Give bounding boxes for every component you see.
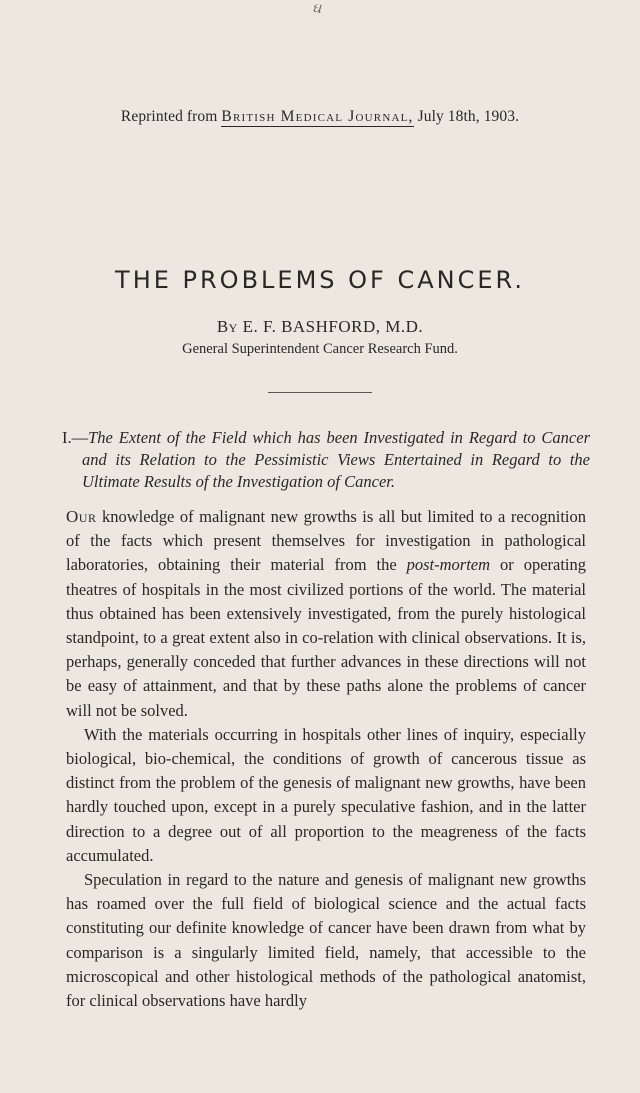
section-number: I.—: [62, 428, 89, 447]
divider-rule: [268, 392, 372, 393]
author-affiliation: General Superintendent Cancer Research Fund.: [182, 341, 458, 357]
paragraph-1: [66, 505, 586, 723]
article-title: THE PROBLEMS OF CANCER.: [115, 266, 525, 294]
section-heading-text: The Extent of the Field which has been Investigated in Regard to Cancer and its Relation to the Pessimistic Views Entertained in Regard to the Ultimate Results of the Investigation of Cancer.: [82, 428, 590, 491]
handwritten-mark: ઘ: [312, 2, 322, 17]
paragraph-3: Speculation in regard to the nature and genesis of malignant new growths has roamed over the full field of biological science and the actual facts constituting our definite knowledge of cancer have been drawn from what by comparison is a singularly limited field, namely, that accessible to the microscopical and other histological methods of the pathological anatomist, for clinical observations have hardly: [66, 870, 586, 1011]
author-line: [0, 317, 640, 337]
body-text: [66, 505, 586, 1013]
paragraph-2: With the materials occurring in hospitals other lines of inquiry, especially biological, bio-chemical, the conditions of growth of cancerous tissue as distinct from the problem of the genesis of malignant new growths, have been hardly touched upon, except in a purely speculative fashion, and in the latter direction to a degree out of all proportion to the meagreness of the facts accumulated.: [66, 724, 586, 865]
paragraph-1-text-a: knowledge of malignant new growths is all but limited to a recognition of the facts which present themselves for investigation in pathological laboratories, obtaining their material from the: [66, 507, 586, 575]
reprint-prefix: Reprinted from: [120, 108, 222, 125]
reprint-notice: [0, 108, 640, 126]
journal-name: British Medical Journal,: [221, 108, 414, 125]
paragraph-1-italic: post-mortem: [406, 555, 491, 575]
paragraph-1-opening: Our: [66, 507, 97, 526]
paragraph-1-text-b: or operating theatres of hospitals in the most civilized portions of the world. The material thus obtained has been extensively investigated, from the purely histological standpoint, to a great extent also in co-relation with clinical observations. It is, perhaps, generally conceded that further advances in these directions will not be easy of attainment, and that by these paths alone the problems of cancer will not be solved.: [66, 555, 586, 720]
author-by: By: [216, 317, 238, 336]
reprint-date: July 18th, 1903.: [413, 108, 520, 125]
author-name: E. F. BASHFORD, M.D.: [237, 317, 424, 336]
section-heading: [62, 427, 590, 493]
